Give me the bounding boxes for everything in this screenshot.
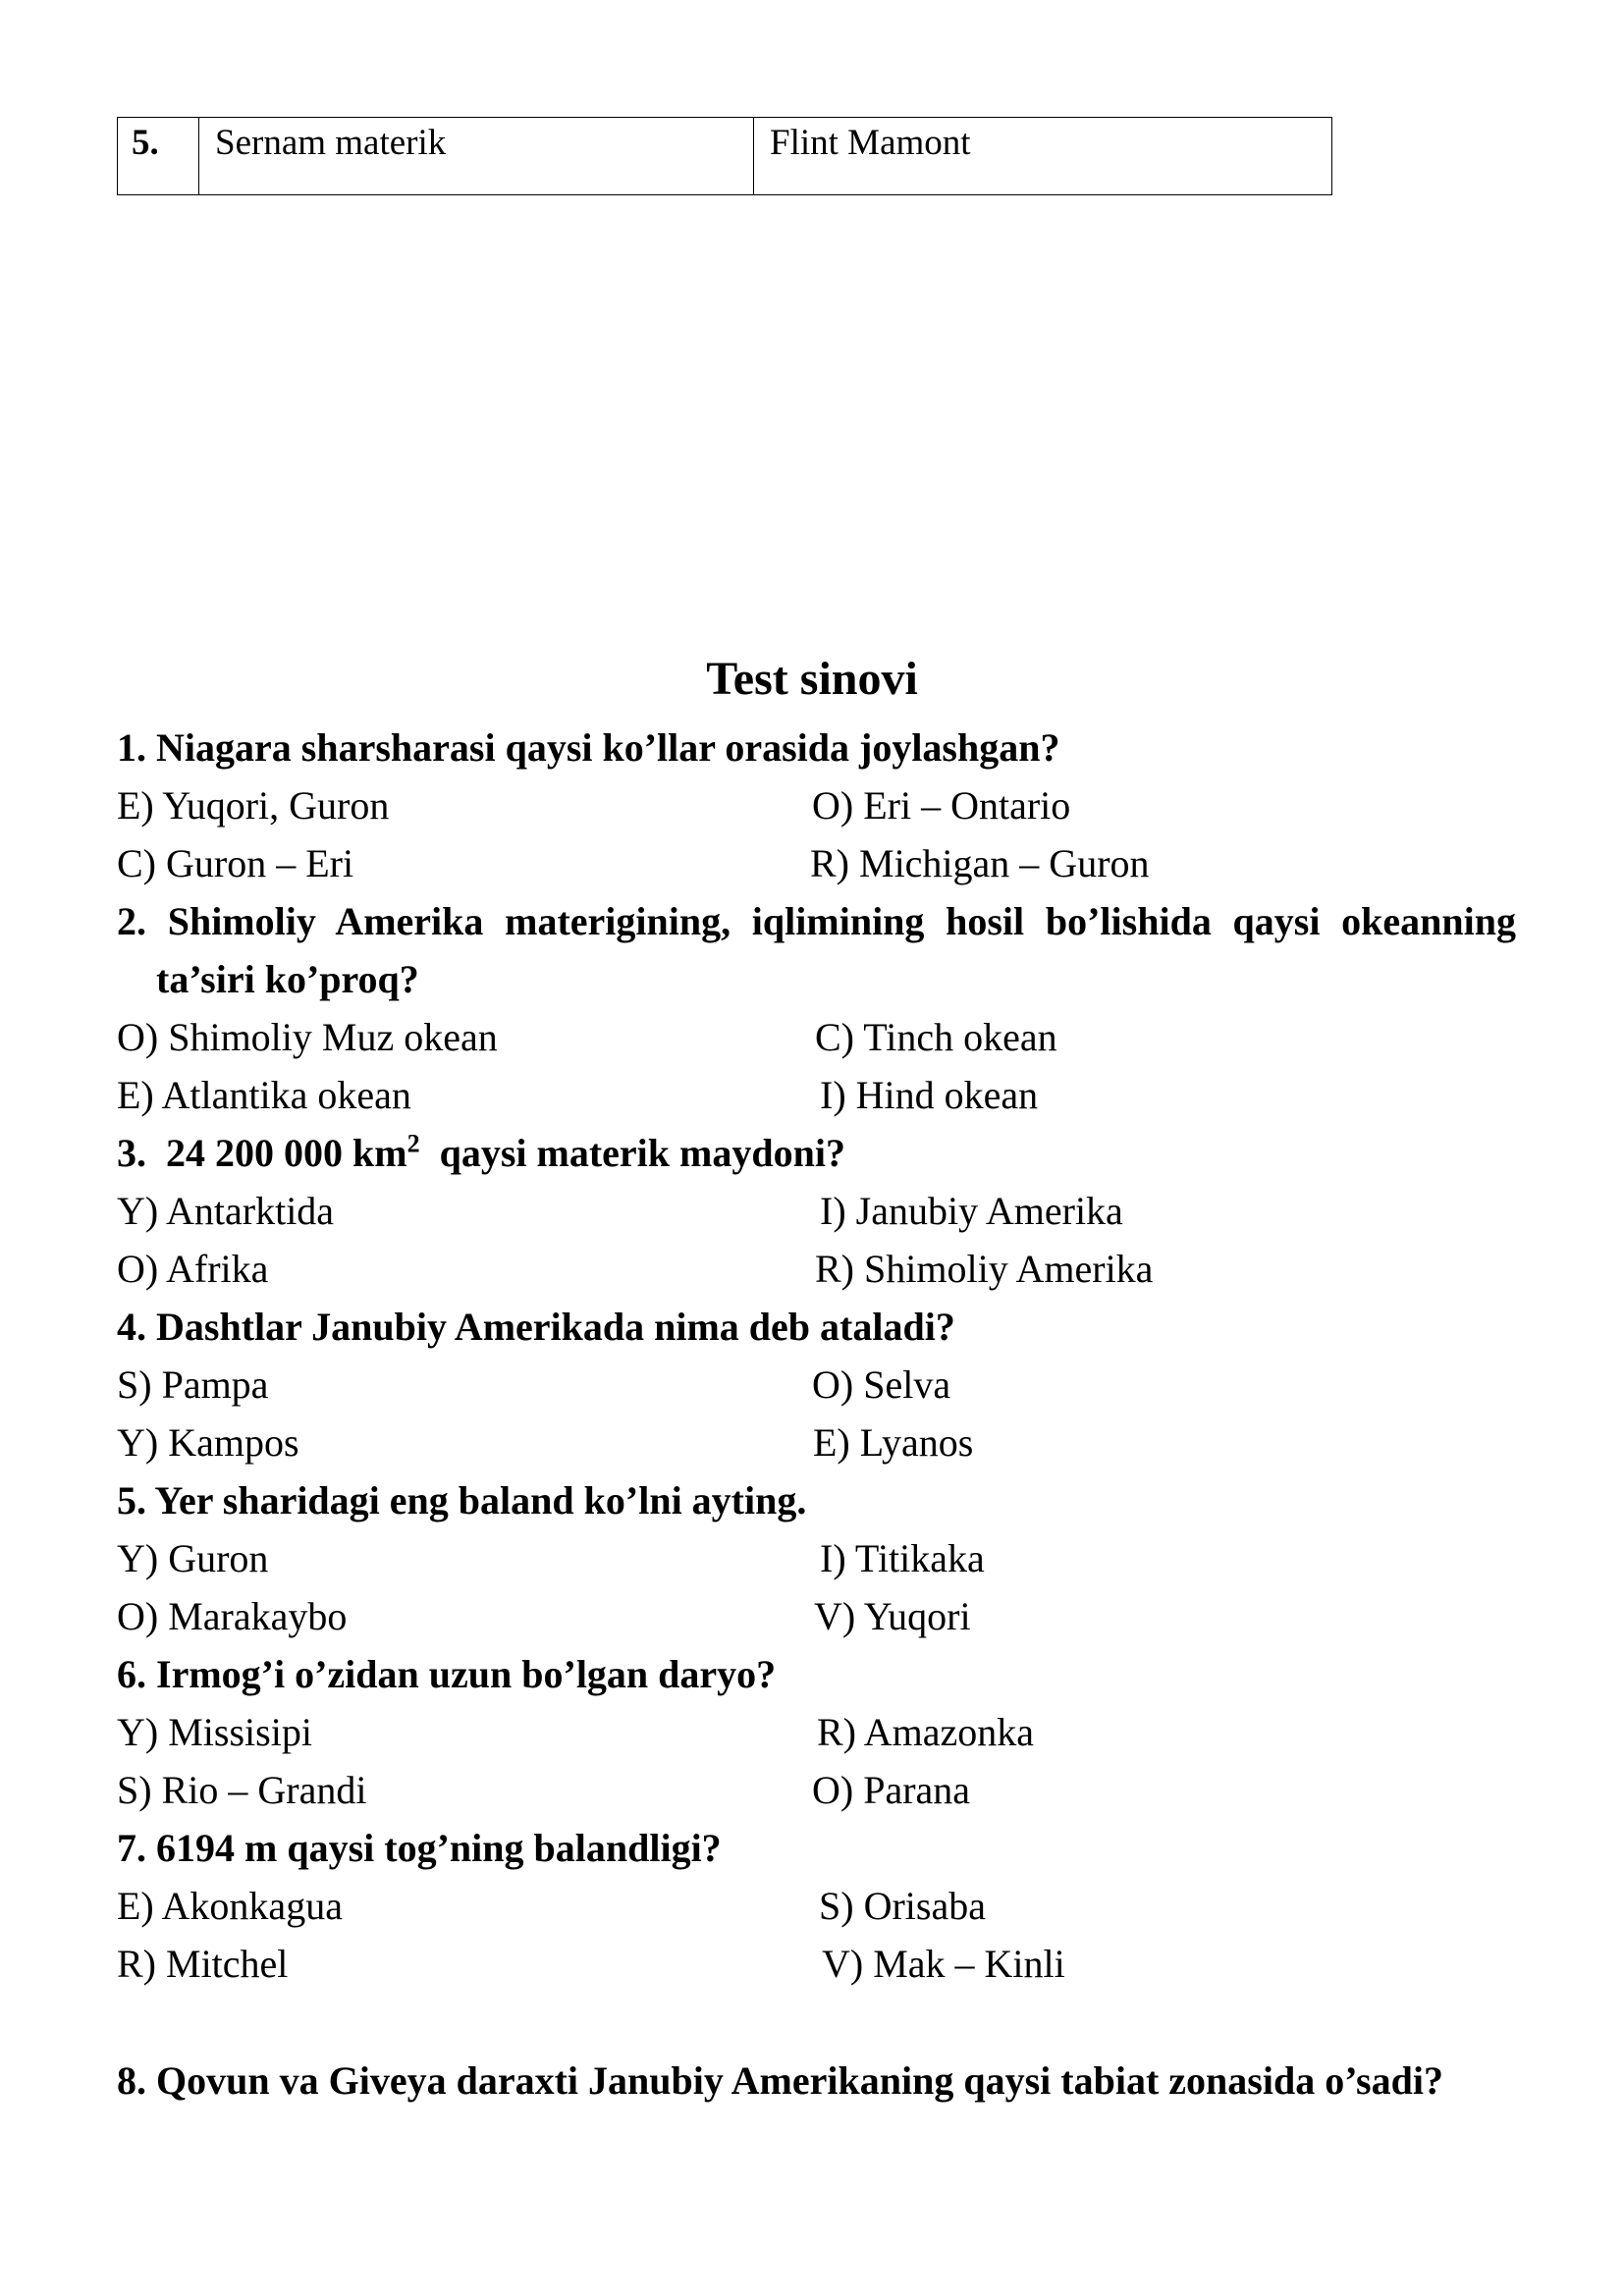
option: O) Parana xyxy=(812,1768,971,1812)
question-3-text-before: 3. 24 200 000 km xyxy=(117,1131,407,1175)
option: Y) Antarktida xyxy=(117,1189,335,1233)
question-8: 8. Qovun va Giveya daraxti Janubiy Amerikaning qaysi tabiat zonasida o’sadi? xyxy=(117,2058,1443,2103)
option: I) Janubiy Amerika xyxy=(820,1189,1123,1233)
option: Y) Guron xyxy=(117,1536,269,1580)
option: O) Shimoliy Muz okean xyxy=(117,1015,498,1059)
option: R) Mitchel xyxy=(117,1942,289,1986)
option: O) Eri – Ontario xyxy=(812,783,1071,828)
option: O) Afrika xyxy=(117,1247,269,1291)
question-2: 2. Shimoliy Amerika materigining, iqlimining hosil bo’lishida qaysi okeanning ta’siri ko’proq? xyxy=(117,899,1516,1001)
table-row xyxy=(118,118,1332,195)
option-row xyxy=(117,1703,1516,1761)
option-row xyxy=(117,1414,1516,1471)
option-row xyxy=(117,834,1516,892)
option-row xyxy=(117,776,1516,834)
question-1: 1. Niagara sharsharasi qaysi ko’llar orasida joylashgan? xyxy=(117,725,1060,770)
table-cell-answer: Flint Mamont xyxy=(754,118,1332,195)
option: V) Mak – Kinli xyxy=(822,1942,1065,1986)
option: O) Selva xyxy=(812,1362,951,1407)
option: V) Yuqori xyxy=(814,1594,971,1638)
option: R) Michigan – Guron xyxy=(810,841,1150,885)
question-3 xyxy=(117,1124,1516,1182)
option: I) Titikaka xyxy=(820,1536,985,1580)
option: E) Atlantika okean xyxy=(117,1073,411,1117)
option: C) Tinch okean xyxy=(815,1015,1057,1059)
option: R) Shimoliy Amerika xyxy=(815,1247,1154,1291)
option-row xyxy=(117,1935,1516,1993)
option: C) Guron – Eri xyxy=(117,841,354,885)
table-cell-number: 5. xyxy=(118,118,199,195)
option-row xyxy=(117,1356,1516,1414)
option: Y) Missisipi xyxy=(117,1710,312,1754)
option-row xyxy=(117,1761,1516,1819)
option: I) Hind okean xyxy=(820,1073,1039,1117)
question-3-text-after: qaysi materik maydoni? xyxy=(419,1131,845,1175)
answer-table xyxy=(117,117,1332,195)
option: Y) Kampos xyxy=(117,1420,299,1465)
question-5: 5. Yer sharidagi eng baland ko’lni ayting. xyxy=(117,1478,807,1522)
question-6: 6. Irmog’i o’zidan uzun bo’lgan daryo? xyxy=(117,1652,777,1696)
option: R) Amazonka xyxy=(817,1710,1035,1754)
option-row xyxy=(117,1240,1516,1298)
option: E) Lyanos xyxy=(813,1420,974,1465)
option-row xyxy=(117,1008,1516,1066)
option: E) Yuqori, Guron xyxy=(117,783,390,828)
question-7: 7. 6194 m qaysi tog’ning balandligi? xyxy=(117,1826,722,1870)
option: S) Rio – Grandi xyxy=(117,1768,367,1812)
option: O) Marakaybo xyxy=(117,1594,348,1638)
option-row xyxy=(117,1877,1516,1935)
option: E) Akonkagua xyxy=(117,1884,343,1928)
option-row xyxy=(117,1587,1516,1645)
option: S) Orisaba xyxy=(819,1884,986,1928)
option-row xyxy=(117,1066,1516,1124)
option-row xyxy=(117,1529,1516,1587)
option-row xyxy=(117,1182,1516,1240)
page-title: Test sinovi xyxy=(706,653,918,705)
superscript: 2 xyxy=(406,1129,420,1158)
table-cell-term: Sernam materik xyxy=(199,118,754,195)
option: S) Pampa xyxy=(117,1362,269,1407)
test-questions xyxy=(117,719,1516,2109)
question-4: 4. Dashtlar Janubiy Amerikada nima deb ataladi? xyxy=(117,1305,955,1349)
